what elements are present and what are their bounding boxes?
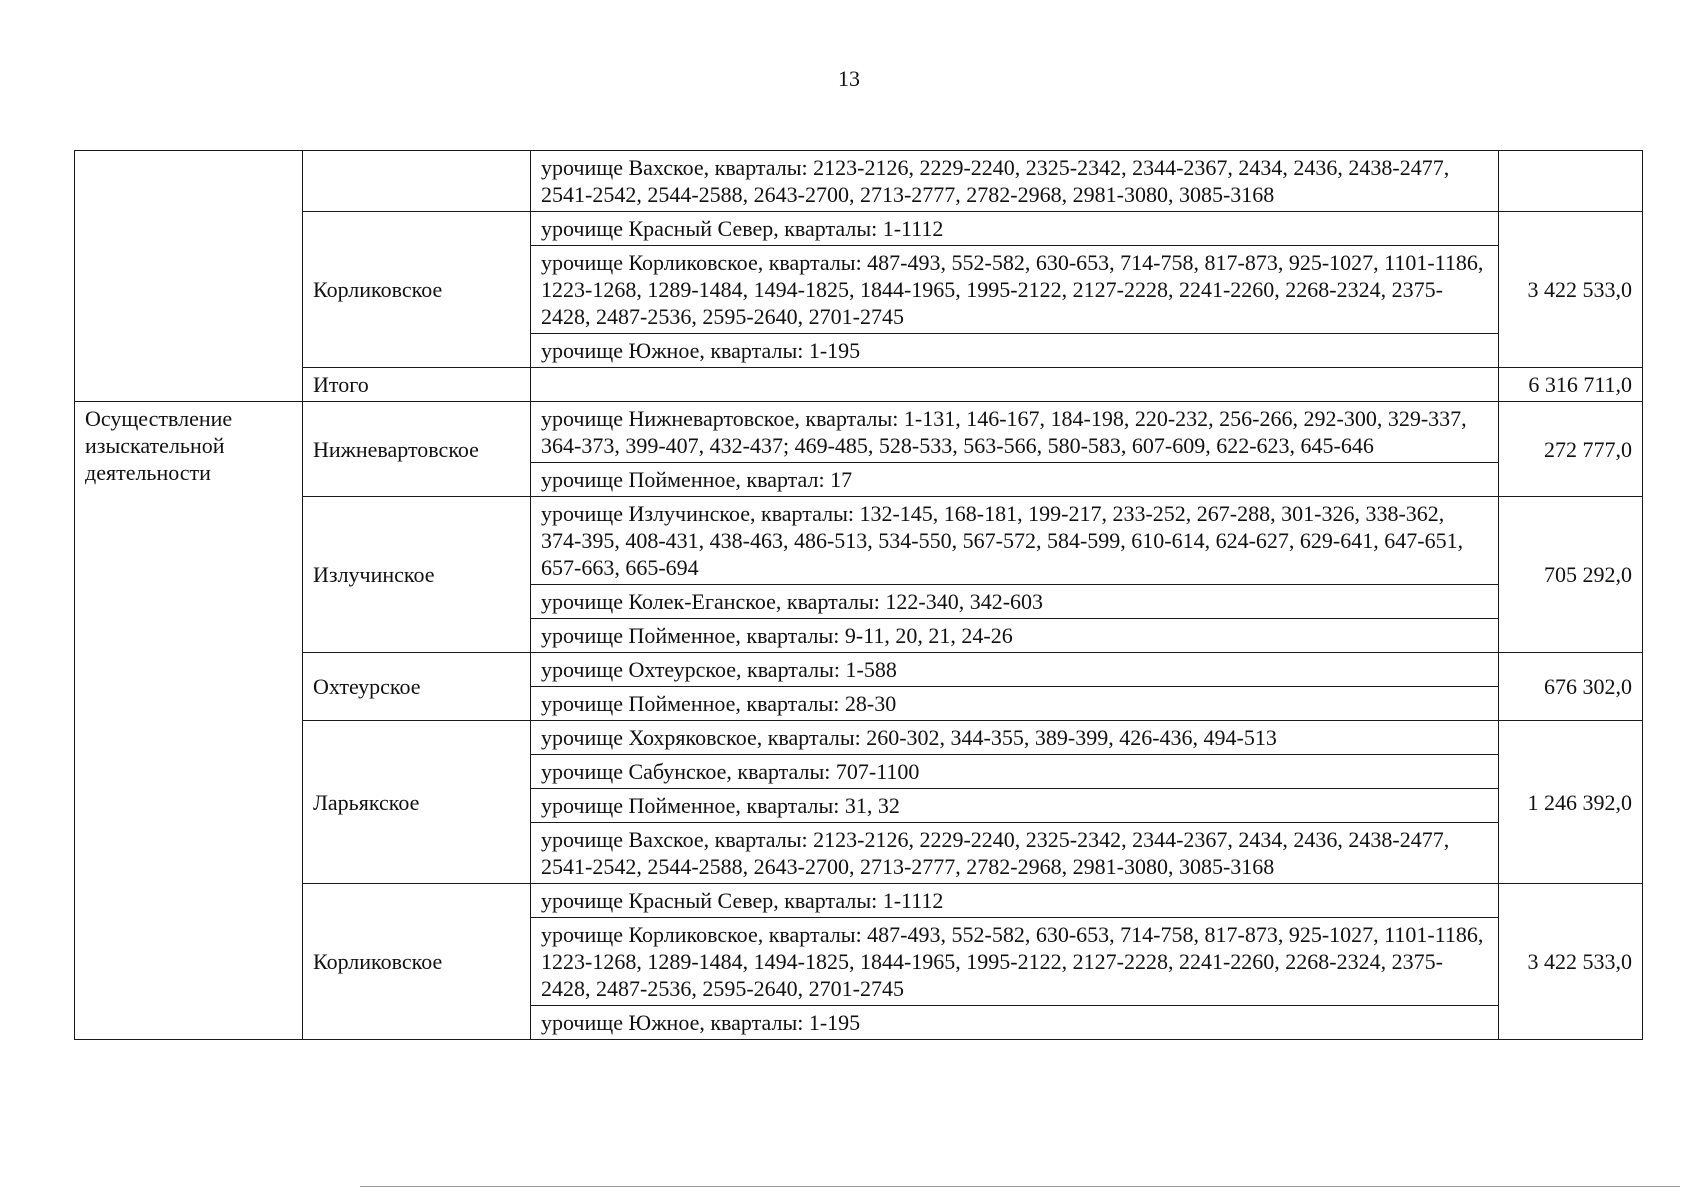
forestry-name-cell: Корликовское	[303, 212, 531, 368]
bottom-divider	[360, 1186, 1680, 1187]
activity-cell: Осуществление изыскательной деятельности	[75, 402, 303, 1040]
tract-cell: урочище Пойменное, квартал: 17	[531, 463, 1499, 497]
page-number: 13	[838, 66, 860, 91]
forestry-name-cell: Нижневартовское	[303, 402, 531, 497]
area-cell: 272 777,0	[1499, 402, 1643, 497]
forestry-name-cell: Корликовское	[303, 884, 531, 1040]
area-cell: 1 246 392,0	[1499, 721, 1643, 884]
tract-cell: урочище Корликовское, кварталы: 487-493, 552-582, 630-653, 714-758, 817-873, 925-1027, 1101-1186, 1223-1268, 1289-1484, 1494-1825, 1844-1965, 1995-2122, 2127-2228, 2241-2260, 2268-2324, 2375-2428, 2487-2536, 2595-2640, 2701-2745	[531, 918, 1499, 1006]
forestry-name-cell: Итого	[303, 368, 531, 402]
table-row	[75, 368, 1643, 402]
forest-tracts-table	[74, 150, 1643, 1040]
forestry-name-cell: Излучинское	[303, 497, 531, 653]
tract-cell: урочище Красный Север, кварталы: 1-1112	[531, 212, 1499, 246]
area-cell: 3 422 533,0	[1499, 884, 1643, 1040]
area-cell: 676 302,0	[1499, 653, 1643, 721]
tract-cell: урочище Корликовское, кварталы: 487-493, 552-582, 630-653, 714-758, 817-873, 925-1027, 1101-1186, 1223-1268, 1289-1484, 1494-1825, 1844-1965, 1995-2122, 2127-2228, 2241-2260, 2268-2324, 2375-2428, 2487-2536, 2595-2640, 2701-2745	[531, 246, 1499, 334]
table-row	[75, 402, 1643, 463]
tract-cell: урочище Охтеурское, кварталы: 1-588	[531, 653, 1499, 687]
table-row	[75, 721, 1643, 755]
tract-cell: урочище Южное, кварталы: 1-195	[531, 334, 1499, 368]
tract-cell: урочище Колек-Еганское, кварталы: 122-340, 342-603	[531, 585, 1499, 619]
tract-cell: урочище Вахское, кварталы: 2123-2126, 2229-2240, 2325-2342, 2344-2367, 2434, 2436, 2438-2477, 2541-2542, 2544-2588, 2643-2700, 2713-2777, 2782-2968, 2981-3080, 3085-3168	[531, 151, 1499, 212]
activity-cell	[75, 151, 303, 402]
tract-cell: урочище Нижневартовское, кварталы: 1-131, 146-167, 184-198, 220-232, 256-266, 292-300, 329-337, 364-373, 399-407, 432-437; 469-485, 528-533, 563-566, 580-583, 607-609, 622-623, 645-646	[531, 402, 1499, 463]
tract-cell: урочище Сабунское, кварталы: 707-1100	[531, 755, 1499, 789]
area-cell	[1499, 151, 1643, 212]
forestry-name-cell: Охтеурское	[303, 653, 531, 721]
area-cell: 705 292,0	[1499, 497, 1643, 653]
table-row	[75, 497, 1643, 585]
tract-cell	[531, 368, 1499, 402]
tract-cell: урочище Южное, кварталы: 1-195	[531, 1006, 1499, 1040]
forest-tracts-table-body	[75, 151, 1643, 1040]
table-row	[75, 151, 1643, 212]
table-row	[75, 212, 1643, 246]
tract-cell: урочище Пойменное, кварталы: 31, 32	[531, 789, 1499, 823]
forestry-name-cell: Ларьякское	[303, 721, 531, 884]
table-row	[75, 653, 1643, 687]
area-cell: 3 422 533,0	[1499, 212, 1643, 368]
tract-cell: урочище Вахское, кварталы: 2123-2126, 2229-2240, 2325-2342, 2344-2367, 2434, 2436, 2438-2477, 2541-2542, 2544-2588, 2643-2700, 2713-2777, 2782-2968, 2981-3080, 3085-3168	[531, 823, 1499, 884]
tract-cell: урочище Красный Север, кварталы: 1-1112	[531, 884, 1499, 918]
tract-cell: урочище Пойменное, кварталы: 28-30	[531, 687, 1499, 721]
tract-cell: урочище Излучинское, кварталы: 132-145, 168-181, 199-217, 233-252, 267-288, 301-326, 338-362, 374-395, 408-431, 438-463, 486-513, 534-550, 567-572, 584-599, 610-614, 624-627, 629-641, 647-651, 657-663, 665-694	[531, 497, 1499, 585]
tract-cell: урочище Хохряковское, кварталы: 260-302, 344-355, 389-399, 426-436, 494-513	[531, 721, 1499, 755]
tract-cell: урочище Пойменное, кварталы: 9-11, 20, 21, 24-26	[531, 619, 1499, 653]
area-cell: 6 316 711,0	[1499, 368, 1643, 402]
table-row	[75, 884, 1643, 918]
forestry-name-cell	[303, 151, 531, 212]
